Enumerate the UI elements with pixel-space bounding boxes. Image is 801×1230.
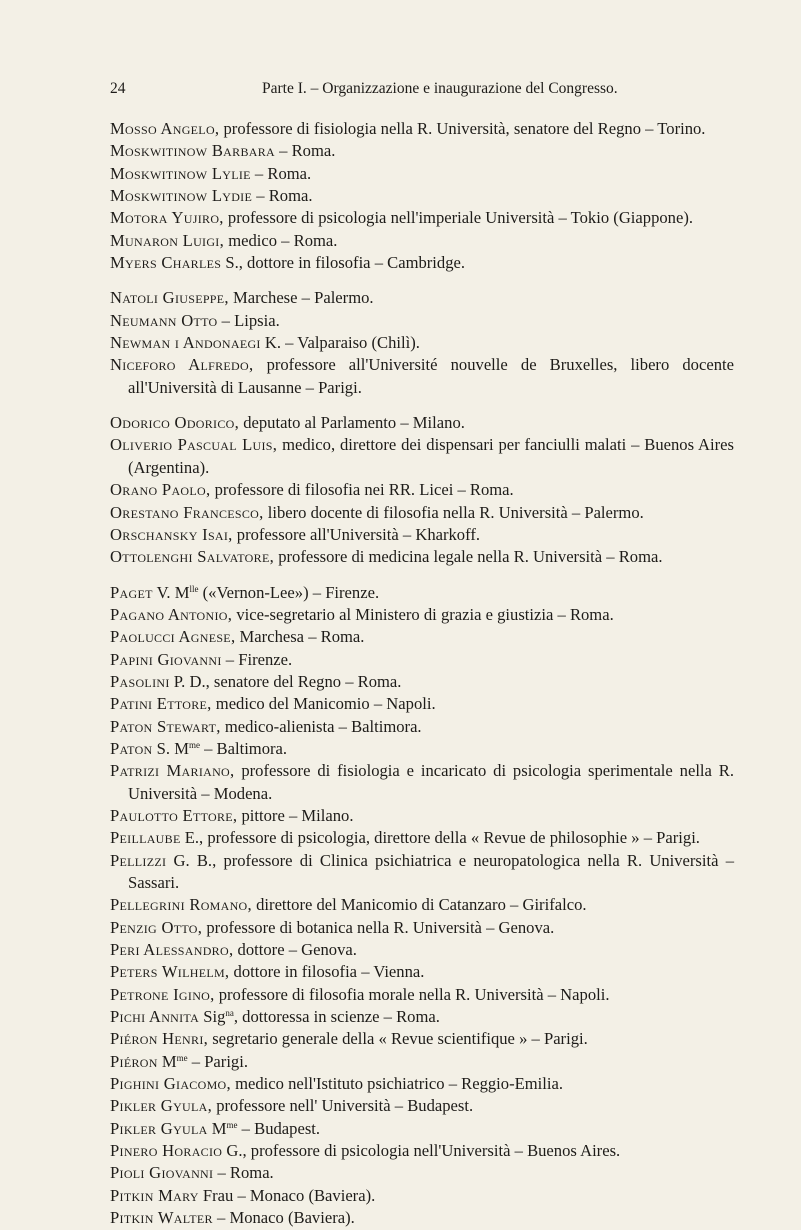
list-entry — [110, 502, 734, 524]
entry-description: Marchese – Palermo. — [228, 288, 374, 308]
title-superscript: me — [176, 1052, 188, 1063]
entry-description: S. M — [152, 738, 189, 758]
list-entry — [110, 738, 734, 760]
list-entry — [110, 1051, 734, 1073]
entry-description: libero docente di filosofia nella R. Università – Palermo. — [263, 502, 644, 522]
entry-location: , dottoressa in scienze – Roma. — [233, 1007, 440, 1027]
entry-description: – Roma. — [250, 163, 312, 183]
entry-description: professore di fisiologia e incaricato di psicologia sperimentale nella R. Università – Modena. — [128, 761, 734, 803]
entry-description: professore all'Università – Kharkoff. — [232, 524, 481, 544]
list-entry — [110, 827, 734, 849]
person-name: Pasolini — [110, 671, 170, 691]
person-name: Niceforo Alfredo, — [110, 355, 254, 375]
person-name: Orschansky Isai, — [110, 524, 233, 544]
list-entry — [110, 1118, 734, 1140]
list-entry — [110, 479, 734, 501]
list-entry — [110, 1162, 734, 1184]
list-entry — [110, 1006, 734, 1028]
entry-description: – Lipsia. — [217, 310, 280, 330]
person-name: Petrone Igino, — [110, 984, 215, 1004]
participant-list — [110, 118, 734, 1230]
person-name: Oliverio Pascual Luis, — [110, 435, 278, 455]
list-entry — [110, 546, 734, 568]
list-entry — [110, 207, 734, 229]
person-name: Paulotto Ettore, — [110, 805, 238, 825]
entry-description: medico del Manicomio – Napoli. — [211, 694, 436, 714]
entry-description: professore di filosofia nei RR. Licei – Roma. — [210, 480, 514, 500]
section-gap — [110, 274, 734, 287]
entry-description: K. – Valparaiso (Chilì). — [260, 333, 420, 353]
entry-description: professore di psicologia nell'imperiale Università – Tokio (Giappone). — [223, 208, 694, 228]
list-entry — [110, 310, 734, 332]
person-name: Newman i Andonaegi — [110, 333, 261, 353]
list-entry — [110, 582, 734, 604]
entry-description: medico nell'Istituto psichiatrico – Reggio-Emilia. — [230, 1074, 563, 1094]
entry-description: – Roma. — [275, 141, 336, 161]
list-entry — [110, 693, 734, 715]
person-name: Patrizi Mariano, — [110, 761, 235, 781]
list-entry — [110, 917, 734, 939]
entry-description: M — [207, 1118, 227, 1138]
person-name: Pitkin Mary — [110, 1185, 199, 1205]
entry-description: medico – Roma. — [224, 230, 338, 250]
person-name: Myers Charles — [110, 253, 222, 273]
list-entry — [110, 850, 734, 895]
entry-location: – Budapest. — [237, 1118, 321, 1138]
list-entry — [110, 649, 734, 671]
person-name: Motora Yujiro, — [110, 208, 224, 228]
person-name: Moskwitinow Barbara — [110, 141, 275, 161]
entry-description: V. M — [152, 582, 190, 602]
person-name: Patini Ettore, — [110, 694, 212, 714]
person-name: Piéron — [110, 1051, 158, 1071]
entry-description: vice-segretario al Ministero di grazia e giustizia – Roma. — [232, 604, 614, 624]
person-name: Pikler Gyula, — [110, 1096, 213, 1116]
entry-description: professore nell' Università – Budapest. — [212, 1096, 474, 1116]
list-entry — [110, 805, 734, 827]
person-name: Paolucci Agnese, — [110, 627, 236, 647]
entry-description: deputato al Parlamento – Milano. — [239, 413, 465, 433]
entry-description: dottore in filosofia – Vienna. — [229, 962, 425, 982]
entry-description: direttore del Manicomio di Catanzaro – Girifalco. — [251, 895, 587, 915]
person-name: Penzig Otto, — [110, 917, 203, 937]
person-name: Papini Giovanni — [110, 649, 222, 669]
person-name: Neumann Otto — [110, 310, 218, 330]
list-entry — [110, 287, 734, 309]
section-gap — [110, 399, 734, 412]
list-entry — [110, 252, 734, 274]
list-entry — [110, 984, 734, 1006]
person-name: Paget — [110, 582, 153, 602]
list-entry — [110, 760, 734, 805]
list-entry — [110, 1140, 734, 1162]
list-entry — [110, 939, 734, 961]
person-name: Moskwitinow Lylie — [110, 163, 251, 183]
entry-description: S., dottore in filosofia – Cambridge. — [221, 253, 466, 273]
person-name: Paton Stewart, — [110, 716, 221, 736]
entry-description: pittore – Milano. — [237, 805, 354, 825]
person-name: Peillaube — [110, 828, 181, 848]
entry-description: Marchesa – Roma. — [235, 627, 365, 647]
entry-location: – Parigi. — [187, 1051, 248, 1071]
section-gap — [110, 569, 734, 582]
person-name: Munaron Luigi, — [110, 230, 225, 250]
list-entry — [110, 961, 734, 983]
person-name: Pagano Antonio, — [110, 604, 233, 624]
person-name: Odorico Odorico, — [110, 413, 240, 433]
list-entry — [110, 604, 734, 626]
person-name: Pikler Gyula — [110, 1118, 208, 1138]
title-superscript: me — [226, 1119, 238, 1130]
list-entry — [110, 716, 734, 738]
person-name: Peters Wilhelm, — [110, 962, 230, 982]
list-entry — [110, 434, 734, 479]
list-entry — [110, 118, 734, 140]
entry-description: – Firenze. — [221, 649, 293, 669]
person-name: Pitkin Walter — [110, 1208, 213, 1228]
person-name: Pighini Giacomo, — [110, 1074, 231, 1094]
person-name: Orestano Francesco, — [110, 502, 264, 522]
person-name: Moskwitinow Lydie — [110, 186, 253, 206]
list-entry — [110, 1073, 734, 1095]
running-title: Parte I. – Organizzazione e inaugurazione del Congresso. — [262, 80, 618, 97]
entry-description: G., professore di psicologia nell'Università – Buenos Aires. — [222, 1141, 621, 1161]
person-name: Natoli Giuseppe, — [110, 288, 229, 308]
list-entry — [110, 671, 734, 693]
list-entry — [110, 354, 734, 399]
list-entry — [110, 1207, 734, 1229]
person-name: Pinero Horacio — [110, 1141, 223, 1161]
entry-description: P. D., senatore del Regno – Roma. — [169, 671, 402, 691]
entry-description: segretario generale della « Revue scientifique » – Parigi. — [208, 1029, 588, 1049]
entry-description: Frau – Monaco (Baviera). — [198, 1185, 376, 1205]
entry-description: professore di botanica nella R. Università – Genova. — [202, 917, 555, 937]
entry-description: professore di filosofia morale nella R. Università – Napoli. — [214, 984, 610, 1004]
person-name: Pellizzi — [110, 850, 167, 870]
title-superscript: me — [188, 739, 200, 750]
title-superscript: na — [225, 1008, 234, 1019]
entry-description: professore all'Université nouvelle de Bruxelles, libero docente all'Università di Lausanne – Parigi. — [128, 355, 734, 397]
person-name: Orano Paolo, — [110, 480, 211, 500]
entry-description: professore di fisiologia nella R. Università, senatore del Regno – Torino. — [219, 119, 706, 138]
list-entry — [110, 412, 734, 434]
entry-location: – Baltimora. — [199, 738, 288, 758]
list-entry — [110, 185, 734, 207]
list-entry — [110, 163, 734, 185]
person-name: Pellegrini Romano, — [110, 895, 252, 915]
list-entry — [110, 894, 734, 916]
list-entry — [110, 626, 734, 648]
entry-description: E., professore di psicologia, direttore della « Revue de philosophie » – Parigi. — [180, 828, 700, 848]
person-name: Paton — [110, 738, 153, 758]
entry-description: – Roma. — [213, 1163, 274, 1183]
entry-description: professore di medicina legale nella R. Università – Roma. — [274, 547, 663, 567]
entry-description: – Monaco (Baviera). — [212, 1208, 355, 1228]
person-name: Ottolenghi Salvatore, — [110, 547, 275, 567]
entry-location: («Vernon-Lee») – Firenze. — [198, 582, 380, 602]
list-entry — [110, 1095, 734, 1117]
person-name: Pioli Giovanni — [110, 1163, 214, 1183]
person-name: Pichi Annita — [110, 1007, 200, 1027]
entry-description: dottore – Genova. — [233, 940, 357, 960]
entry-description: G. B., professore di Clinica psichiatrica e neuropatologica nella R. Università – Sassari. — [128, 850, 734, 892]
list-entry — [110, 524, 734, 546]
entry-description: medico, direttore dei dispensari per fanciulli malati – Buenos Aires (Argentina). — [128, 435, 734, 477]
entry-description: – Roma. — [252, 186, 313, 206]
list-entry — [110, 332, 734, 354]
entry-description: medico-alienista – Baltimora. — [220, 716, 422, 736]
list-entry — [110, 1185, 734, 1207]
list-entry — [110, 140, 734, 162]
list-entry — [110, 230, 734, 252]
person-name: Mosso Angelo, — [110, 119, 220, 138]
person-name: Piéron Henri, — [110, 1029, 209, 1049]
person-name: Peri Alessandro, — [110, 940, 234, 960]
entry-description: Sig — [199, 1007, 226, 1027]
list-entry — [110, 1028, 734, 1050]
title-superscript: lle — [189, 583, 199, 594]
page-number: 24 — [110, 80, 126, 97]
entry-description: M — [157, 1051, 177, 1071]
